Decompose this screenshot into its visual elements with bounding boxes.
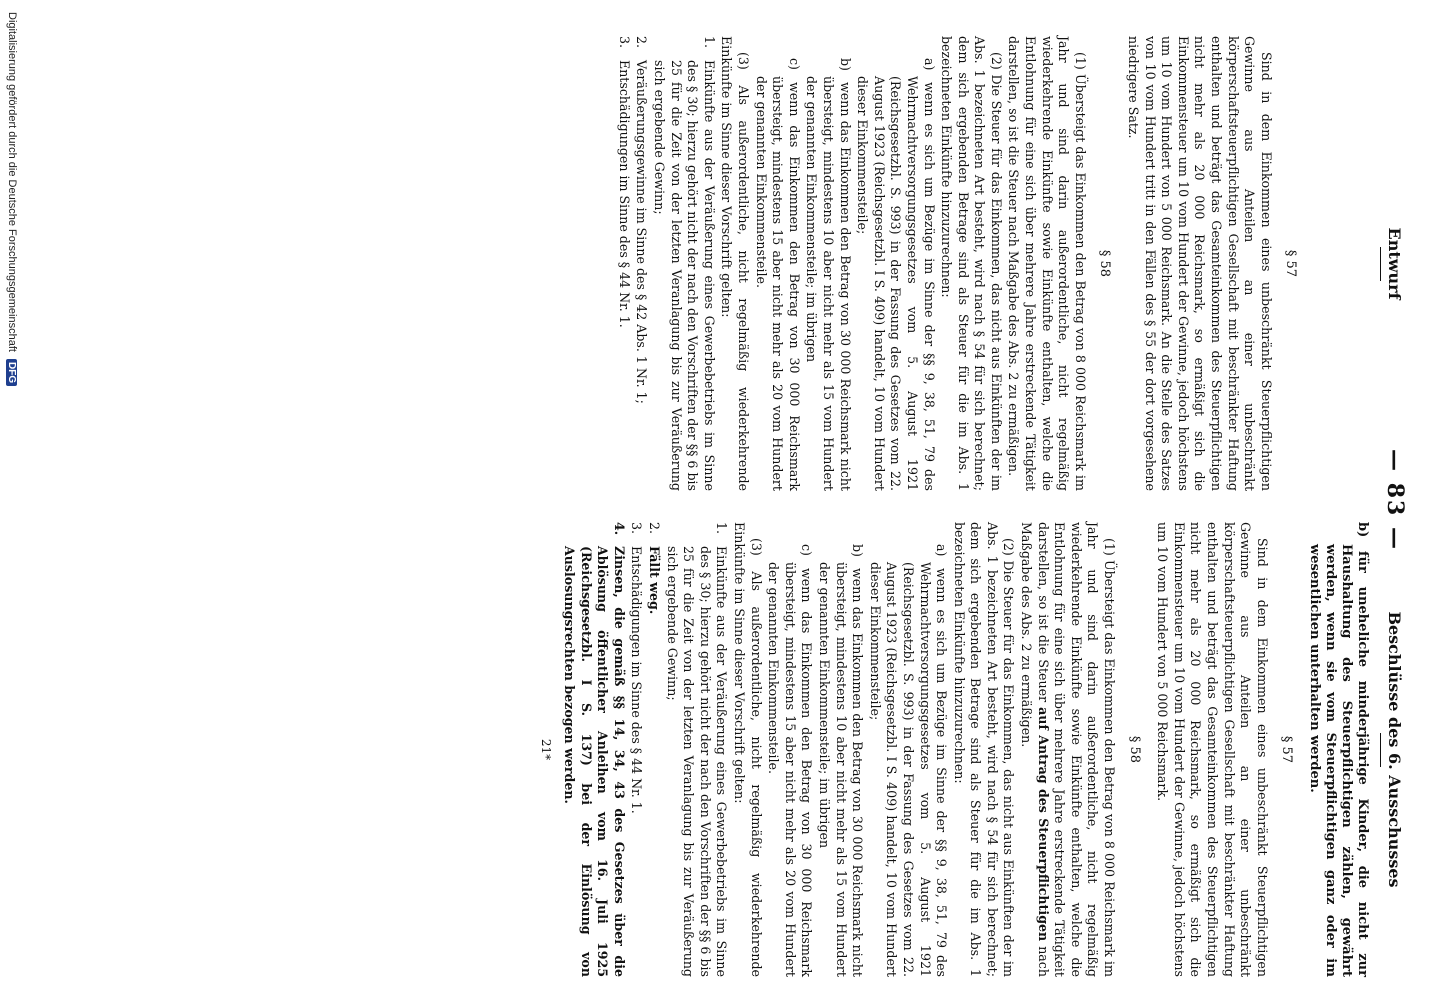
draft-heading: Entwurf: [1385, 227, 1404, 300]
committee-column: [538, 522, 1408, 977]
signature-mark: 21*: [539, 738, 554, 761]
numbered-item-3-text: Entschädigungen im Sinne des § 44 Nr. 1.: [616, 60, 632, 328]
numbered-item-4: 4.Zinsen, die gemäß §§ 14, 34, 43 des Gesetzes über die Ablösung öffentlicher Anleihen vom 16. Juli 1925 (Reichsgesetzbl. I S. 137) bei der Einlösung von Auslosungsrechten bezogen werden.: [562, 522, 627, 977]
section-58-title: § 58: [1097, 249, 1113, 278]
heading-rule: [1380, 733, 1381, 767]
section-58-para-3: (3) Als außerordentliche, nicht regelmäßig wiederkehrende Einkünfte im Sinne dieser Vorschrift gelten:: [732, 522, 764, 977]
heading-rule: [1380, 247, 1381, 281]
section-57-title: § 57: [1279, 735, 1295, 764]
footer-text: Digitalisierung gefördert durch die Deutsche Forschungsgemeinschaft: [6, 12, 18, 352]
numbered-item-2-text: Veräußerungsgewinne im Sinne des § 42 Abs. 1 Nr. 1;: [634, 60, 650, 404]
list-item-a-text: wenn es sich um Bezüge im Sinne der §§ 9, 38, 51, 79 des Wehrmachtversorgungsgesetzes vom 5. August 1921 (Reichsgesetzbl. S. 993) in der Fassung des Gesetzes vom 22. August 1923 (Reichsgesetzbl. I S. 409) handelt, 10 vom Hundert dieser Einkommensteile;: [867, 562, 950, 977]
section-58-para-2: (2) Die Steuer für das Einkommen, das nicht aus Einkünften der im Abs. 1 bezeichneten Art besteht, wird nach § 54 für sich berechnet; dem sich ergebenden Betrage sind als Steuer für die im Abs. 1 bezeichneten Einkünfte hinzuzurechnen:: [951, 522, 1017, 977]
section-58-para-2: (2) Die Steuer für das Einkommen, das nicht aus Einkünften der im Abs. 1 bezeichneten Art besteht, wird nach § 54 für sich berechnet; dem sich ergebenden Betrage sind als Steuer für die im Abs. 1 bezeichneten Einkünfte hinzuzurechnen:: [939, 36, 1004, 491]
section-57-text: Sind in dem Einkommen eines unbeschränkt Steuerpflichtigen Gewinne aus Anteilen an einer unbeschränkt körperschaftsteuerpflichtigen Gesellschaft mit beschränkter Haftung enthalten und beträgt das Gesamteinkommen des Steuerpflichtigen nicht mehr als 20 000 Reichsmark, so ermäßigt sich die Einkommensteuer um 10 vom Hundert der Gewinne, jedoch höchstens um 10 vom Hundert von 5 000 Reichsmark. An die Stelle des Satzes von 10 vom Hundert tritt in den Fällen des § 55 der dort vorgesehene niedrigere Satz.: [1126, 36, 1274, 491]
numbered-item-4-text: Zinsen, die gemäß §§ 14, 34, 43 des Gesetzes über die Ablösung öffentlicher Anleihen vom 16. Juli 1925 (Reichsgesetzbl. I S. 137) bei der Einlösung von Auslosungsrechten bezogen werden.: [562, 546, 627, 977]
lead-item-b: b) für uneheliche minderjährige Kinder, die nicht zur Haushaltung des Steuerpflichtigen zählen, gewährt werden, wenn sie vom Steuerpflichtigen ganz oder im wesentlichen unterhalten werden.: [1307, 522, 1371, 977]
numbered-item-3: 3.Entschädigungen im Sinne des § 44 Nr. 1.: [629, 522, 645, 814]
dfg-logo: DFG: [6, 359, 17, 386]
numbered-item-3-text: Entschädigungen im Sinne des § 44 Nr. 1.: [629, 546, 645, 814]
list-item-c-text: wenn das Einkommen den Betrag von 30 000 Reichsmark übersteigt, mindestens 15 aber nicht mehr als 20 vom Hundert der genannten Einkommensteile.: [753, 76, 802, 491]
list-item-b-text: wenn das Einkommen den Betrag von 30 000 Reichsmark nicht übersteigt, mindestens 10 aber nicht mehr als 15 vom Hundert der genannten Einkommensteile; im übrigen: [804, 76, 853, 491]
numbered-item-1: 1.Einkünfte aus der Veräußerung eines Gewerbebetriebs im Sinne des § 30; hierzu gehört nicht der nach den Vorschriften der §§ 6 bis 25 für die Zeit von der letzten Veranlagung bis zur Veräußerung sich ergebende Gewinn;: [652, 36, 717, 491]
list-item-a: a)wenn es sich um Bezüge im Sinne der §§ 9, 38, 51, 79 des Wehrmachtversorgungsgesetzes vom 5. August 1921 (Reichsgesetzbl. S. 993) in der Fassung des Gesetzes vom 22. August 1923 (Reichsgesetzbl. I S. 409) handelt, 10 vom Hundert dieser Einkommensteile;: [855, 58, 937, 491]
numbered-item-2-text: Fällt weg.: [647, 546, 663, 615]
list-item-b-text: wenn das Einkommen den Betrag von 30 000 Reichsmark nicht übersteigt, mindestens 10 aber nicht mehr als 15 vom Hundert der genannten Einkommensteile; im übrigen: [816, 562, 866, 977]
spacer: [1310, 36, 1370, 491]
numbered-item-1: 1.Einkünfte aus der Veräußerung eines Gewerbebetriebs im Sinne des § 30; hierzu gehört nicht der nach den Vorschriften der §§ 6 bis 25 für die Zeit von der letzten Veranlagung bis zur Veräußerung sich ergebende Gewinn;: [664, 522, 730, 977]
section-57-text: Sind in dem Einkommen eines unbeschränkt Steuerpflichtigen Gewinne aus Anteilen an einer unbeschränkt körperschaftsteuerpflichtigen Gesellschaft mit beschränkter Haftung enthalten und beträgt das Gesamteinkommen des Steuerpflichtigen nicht mehr als 20 000 Reichsmark, so ermäßigt sich die Einkommensteuer um 10 vom Hundert der Gewinne, jedoch höchstens um 10 vom Hundert von 5 000 Reichsmark.: [1155, 522, 1270, 977]
list-item-b: b)wenn das Einkommen den Betrag von 30 000 Reichsmark nicht übersteigt, mindestens 10 aber nicht mehr als 15 vom Hundert der genannten Einkommensteile; im übrigen: [816, 544, 866, 977]
list-item-c: c)wenn das Einkommen den Betrag von 30 000 Reichsmark übersteigt, mindestens 15 aber nicht mehr als 20 vom Hundert der genannten Einkommensteile.: [766, 544, 815, 977]
section-58-para-1-text: (1) Übersteigt das Einkommen den Betrag von 8 000 Reichsmark im Jahr und sind darin außerordentliche, nicht regelmäßig wiederkehrende Einkünfte sowie Einkünfte enthalten, welche die Entlohnung für eine sich über mehrere Jahre erstreckende Tätigkeit darstellen, so ist die Steuer: [1035, 522, 1118, 977]
numbered-item-1-text: Einkünfte aus der Veräußerung eines Gewerbebetriebs im Sinne des § 30; hierzu gehört nicht der nach den Vorschriften der §§ 6 bis 25 für die Zeit von der letzten Veranlagung bis zur Veräußerung sich ergebende Gewinn;: [652, 60, 717, 491]
numbered-item-2: 2.Veräußerungsgewinne im Sinne des § 42 Abs. 1 Nr. 1;: [634, 36, 650, 404]
draft-column: [614, 36, 1408, 491]
page-number: — 83 —: [1382, 449, 1408, 551]
section-58-title: § 58: [1126, 735, 1142, 764]
committee-heading: Beschlüsse des 6. Ausschusses: [1385, 611, 1404, 888]
section-58-para-1: (1) Übersteigt das Einkommen den Betrag von 8 000 Reichsmark im Jahr und sind darin außerordentliche, nicht regelmäßig wiederkehrende Einkünfte sowie Einkünfte enthalten, welche die Entlohnung für eine sich über mehrere Jahre erstreckende Tätigkeit darstellen, so ist die Steuer nach Maßgabe des Abs. 2 zu ermäßigen.: [1006, 36, 1088, 491]
section-58-para-1: [1018, 522, 1118, 977]
list-item-c: c)wenn das Einkommen den Betrag von 30 000 Reichsmark übersteigt, mindestens 15 aber nicht mehr als 20 vom Hundert der genannten Einkommensteile.: [753, 58, 802, 491]
numbered-item-2: 2.Fällt weg.: [647, 522, 663, 615]
list-item-a: a)wenn es sich um Bezüge im Sinne der §§ 9, 38, 51, 79 des Wehrmachtversorgungsgesetzes vom 5. August 1921 (Reichsgesetzbl. S. 993) in der Fassung des Gesetzes vom 22. August 1923 (Reichsgesetzbl. I S. 409) handelt, 10 vom Hundert dieser Einkommensteile;: [867, 544, 950, 977]
section-57-title: § 57: [1283, 249, 1299, 278]
list-item-c-text: wenn das Einkommen den Betrag von 30 000 Reichsmark übersteigt, mindestens 15 aber nicht mehr als 20 vom Hundert der genannten Einkommensteile.: [766, 562, 815, 977]
section-58-para-3: (3) Als außerordentliche, nicht regelmäßig wiederkehrende Einkünfte im Sinne dieser Vorschrift gelten:: [719, 36, 751, 491]
list-item-b: b)wenn das Einkommen den Betrag von 30 000 Reichsmark nicht übersteigt, mindestens 10 aber nicht mehr als 15 vom Hundert der genannten Einkommensteile; im übrigen: [804, 58, 853, 491]
numbered-item-1-text: Einkünfte aus der Veräußerung eines Gewerbebetriebs im Sinne des § 30; hierzu gehört nicht der nach den Vorschriften der §§ 6 bis 25 für die Zeit von der letzten Veranlagung bis zur Veräußerung sich ergebende Gewinn;: [664, 546, 730, 977]
numbered-item-3: 3.Entschädigungen im Sinne des § 44 Nr. 1.: [616, 36, 632, 328]
section-58-para-1-end: nach Maßgabe des Abs. 2 zu ermäßigen.: [1019, 522, 1051, 977]
dfg-footer: [6, 12, 18, 386]
list-item-a-text: wenn es sich um Bezüge im Sinne der §§ 9, 38, 51, 79 des Wehrmachtversorgungsgesetzes vom 5. August 1921 (Reichsgesetzbl. S. 993) in der Fassung des Gesetzes vom 22. August 1923 (Reichsgesetzbl. I S. 409) handelt, 10 vom Hundert dieser Einkommensteile;: [855, 76, 937, 491]
section-58-amendment-bold: auf Antrag des Steuerpflichtigen: [1035, 707, 1051, 942]
